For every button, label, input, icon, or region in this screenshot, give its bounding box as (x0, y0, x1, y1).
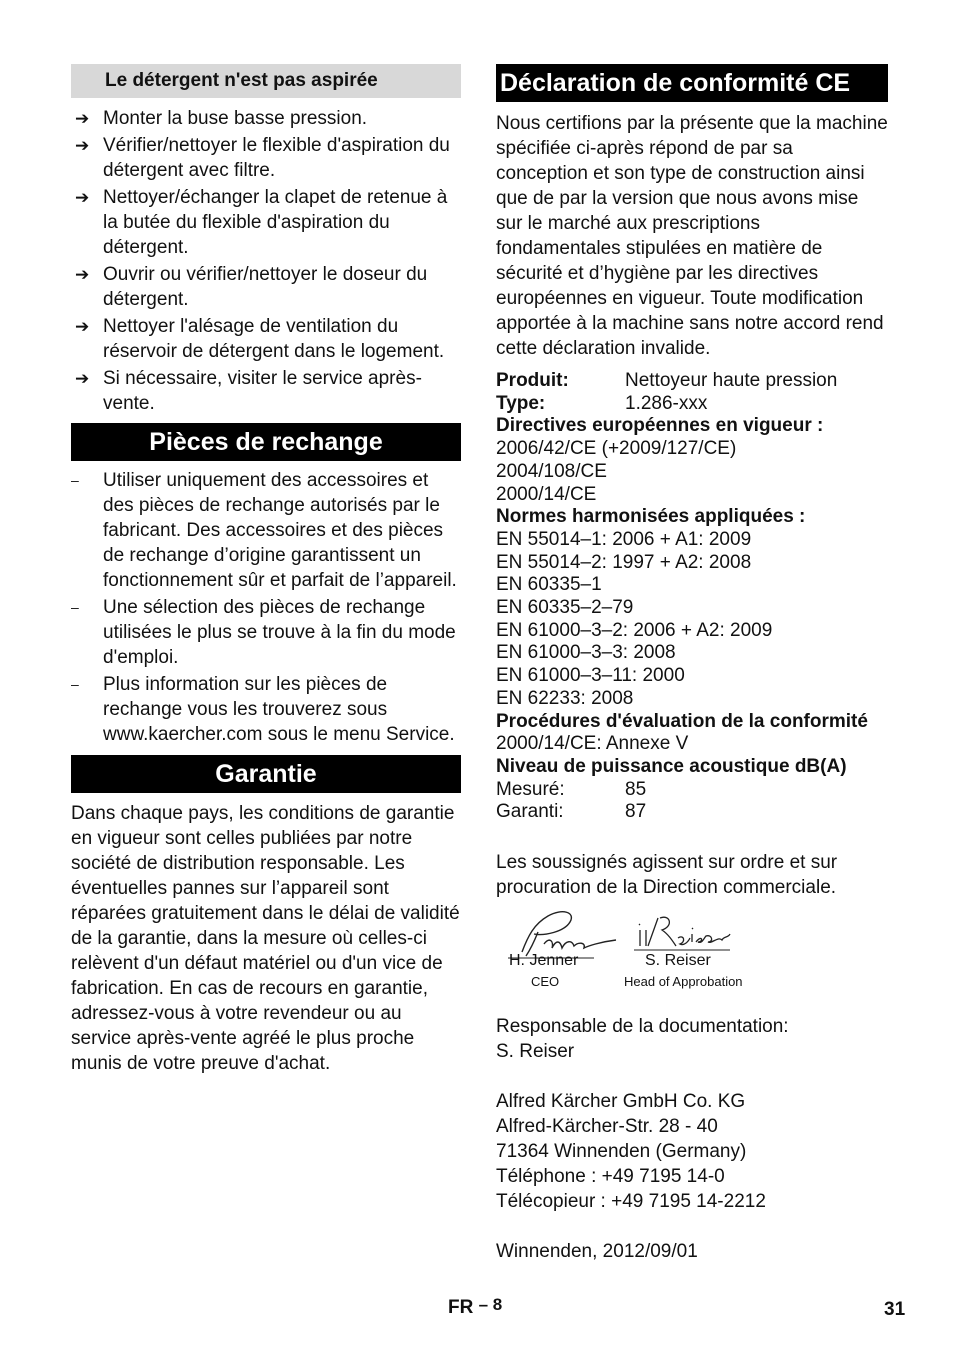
signatory-2-name: S. Reiser (645, 952, 711, 970)
type-label: Type: (496, 392, 546, 414)
signatory-2-role: Head of Approbation (624, 974, 743, 990)
list-item: ➔ Monter la buse basse pression. (75, 108, 368, 129)
list-item: – Utiliser uniquement des accessoires et des pièces de rechange autorisés par le fabricant. Des accessoires et des pièces de rechange d’origine garantissent un fonctionnement sûr et parfait de l’appareil. (71, 470, 457, 591)
dash-icon: – (71, 472, 79, 488)
norm-item: EN 55014–2: 1997 + A2: 2008 (496, 551, 752, 573)
list-item: ➔ Vérifier/nettoyer le flexible d'aspiration du détergent avec filtre. (75, 135, 450, 181)
directive-item: 2004/108/CE (496, 460, 607, 482)
arrow-icon: ➔ (75, 109, 90, 128)
measured-value: 85 (625, 778, 647, 800)
product-row (496, 370, 888, 393)
measured-row (496, 779, 888, 802)
signatory-1-role: CEO (531, 974, 560, 990)
dash-icon: – (71, 676, 79, 692)
spare-parts-list (71, 468, 461, 747)
address-line: Télécopieur : +49 7195 14-2212 (496, 1191, 766, 1213)
list-item: ➔ Si nécessaire, visiter le service après-vente. (75, 368, 422, 414)
place-date: Winnenden, 2012/09/01 (496, 1241, 698, 1263)
address-line: Alfred-Kärcher-Str. 28 - 40 (496, 1116, 718, 1138)
list-item: ➔ Ouvrir ou vérifier/nettoyer le doseur du détergent. (75, 264, 428, 310)
company-address (496, 1089, 888, 1214)
guaranteed-row (496, 801, 888, 824)
warranty-text: Dans chaque pays, les conditions de garantie en vigueur sont celles publiées par notre société de distribution responsable. Les éventuelles pannes sur l’appareil sont réparées gratuitement dans le délai de validité de la garantie, dans la mesure où celles-ci relèvent d'un défaut matériel ou d'un vice de fabrication. En cas de recours en garantie, adressez-vous à votre revendeur ou au service après-vente agréé le plus proche munis de votre preuve d'achat. (71, 803, 460, 1074)
guaranteed-value: 87 (625, 801, 647, 823)
ce-intro-text: Nous certifions par la présente que la machine spécifiée ci-après répond de par sa conception et son type de construction ainsi que de par la version que nous avons mise sur le marché aux prescriptions fondamentales stipulées en matière de sécurité et d’hygiène par les directives européennes en vigueur. Toute modification apportée à la machine sans notre accord rend cette déclaration invalide. (496, 113, 888, 359)
norms-label: Normes harmonisées appliquées : (496, 506, 806, 528)
arrow-icon: ➔ (75, 369, 90, 388)
type-row (496, 393, 888, 416)
address-line: 71364 Winnenden (Germany) (496, 1141, 747, 1163)
signatories-text: Les soussignés agissent sur ordre et sur procuration de la Direction commerciale. (496, 852, 838, 899)
local-page-number: – 8 (478, 1295, 503, 1314)
section-subhead: Le détergent n'est pas aspirée (71, 64, 461, 98)
address-line: Alfred Kärcher GmbH Co. KG (496, 1091, 746, 1113)
signature-block (496, 906, 888, 1002)
footer-language-page (448, 1297, 502, 1319)
directive-item: 2000/14/CE (496, 483, 597, 505)
action-list (71, 106, 461, 416)
doc-responsible-name: S. Reiser (496, 1041, 575, 1063)
norm-item: EN 61000–3–2: 2006 + A2: 2009 (496, 619, 773, 641)
arrow-icon: ➔ (75, 136, 90, 155)
left-column (71, 64, 461, 1076)
spare-parts-heading: Pièces de rechange (71, 423, 461, 461)
procedures-value: 2000/14/CE: Annexe V (496, 733, 689, 755)
norm-item: EN 62233: 2008 (496, 687, 634, 709)
list-item: ➔ Nettoyer l'alésage de ventilation du réservoir de détergent dans le logement. (75, 316, 445, 362)
list-item: – Une sélection des pièces de rechange utilisées le plus se trouve à la fin du mode d'emploi. (71, 597, 456, 668)
measured-label: Mesuré: (496, 778, 565, 800)
norm-item: EN 55014–1: 2006 + A1: 2009 (496, 528, 752, 550)
ce-declaration-heading: Déclaration de conformité CE (496, 64, 888, 102)
signatory-1-name: H. Jenner (509, 952, 579, 970)
right-column (496, 64, 888, 1264)
type-value: 1.286-xxx (625, 392, 708, 414)
language-code: FR (448, 1297, 474, 1318)
page-number: 31 (884, 1299, 906, 1320)
norm-item: EN 60335–1 (496, 574, 602, 596)
guaranteed-label: Garanti: (496, 801, 564, 823)
directive-item: 2006/42/CE (+2009/127/CE) (496, 438, 737, 460)
arrow-icon: ➔ (75, 317, 90, 336)
list-item: ➔ Nettoyer/échanger la clapet de retenue à la butée du flexible d'aspiration du détergent. (75, 187, 448, 258)
norm-item: EN 61000–3–11: 2000 (496, 665, 685, 687)
address-line: Téléphone : +49 7195 14-0 (496, 1166, 725, 1188)
arrow-icon: ➔ (75, 265, 90, 284)
directives-label: Directives européennes en vigueur : (496, 415, 824, 437)
ce-details (496, 370, 888, 824)
dash-icon: – (71, 599, 79, 615)
doc-responsible-label: Responsable de la documentation: (496, 1016, 789, 1038)
arrow-icon: ➔ (75, 188, 90, 207)
noise-label: Niveau de puissance acoustique dB(A) (496, 755, 847, 777)
list-item: – Plus information sur les pièces de rechange vous les trouverez sous www.kaercher.com sous le menu Service. (71, 674, 455, 745)
product-label: Produit: (496, 370, 569, 391)
norm-item: EN 61000–3–3: 2008 (496, 642, 676, 664)
procedures-label: Procédures d'évaluation de la conformité (496, 710, 868, 732)
product-value: Nettoyeur haute pression (625, 370, 838, 391)
warranty-heading: Garantie (71, 755, 461, 793)
norm-item: EN 60335–2–79 (496, 597, 634, 619)
